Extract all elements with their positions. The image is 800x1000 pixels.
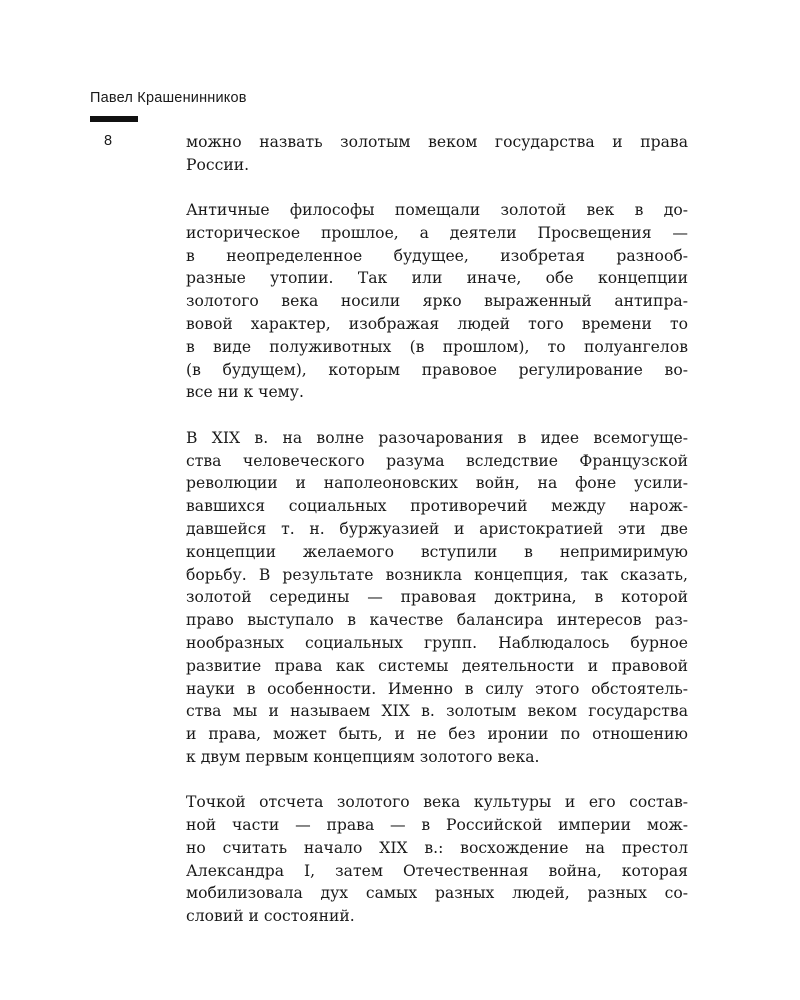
text-line: в виде полуживотных (в прошлом), то полуангелов [186, 337, 688, 356]
text-line: и права, может быть, и не без иронии по отношению [186, 725, 688, 744]
text-line: право выступало в качестве балансира интересов раз- [186, 611, 688, 630]
text-line: развитие права как системы деятельности и правовой [186, 656, 688, 675]
header-rule [90, 116, 138, 122]
paragraph [186, 427, 688, 769]
text-line: давшейся т. н. буржуазией и аристократией эти две [186, 519, 688, 538]
text-line: разные утопии. Так или иначе, обе концепции [186, 269, 688, 288]
text-line: словий и состояний. [186, 907, 355, 926]
text-line: историческое прошлое, а деятели Просвещения — [186, 223, 688, 242]
text-line: но считать начало XIX в.: восхождение на престол [186, 838, 688, 857]
text-line: России. [186, 155, 250, 174]
body-text [186, 131, 688, 951]
text-line: золотого века носили ярко выраженный антипра- [186, 292, 688, 311]
text-line: науки в особенности. Именно в силу этого обстоятель- [186, 679, 688, 698]
text-line: нообразных социальных групп. Наблюдалось бурное [186, 633, 688, 652]
text-line: (в будущем), которым правовое регулирование во- [186, 360, 688, 379]
text-line: вавшихся социальных противоречий между нарож- [186, 497, 688, 516]
text-line: Александра I, затем Отечественная война, которая [186, 861, 688, 880]
text-line: концепции желаемого вступили в непримиримую [186, 542, 688, 561]
author-name: Павел Крашенинников [90, 90, 247, 106]
page-number: 8 [104, 133, 113, 149]
text-line: Точкой отсчета золотого века культуры и его состав- [186, 793, 688, 812]
text-line: в неопределенное будущее, изобретая разнооб- [186, 246, 688, 265]
paragraph [186, 131, 688, 177]
text-line: ной части — права — в Российской империи мож- [186, 816, 688, 835]
text-line: все ни к чему. [186, 383, 304, 402]
paragraph [186, 199, 688, 404]
text-line: мобилизовала дух самых разных людей, разных со- [186, 884, 688, 903]
text-line: ства человеческого разума вследствие Французской [186, 451, 688, 470]
text-line: вовой характер, изображая людей того времени то [186, 315, 688, 334]
text-line: революции и наполеоновских войн, на фоне усили- [186, 474, 688, 493]
text-line: можно назвать золотым веком государства и права [186, 133, 688, 151]
text-line: В XIX в. на волне разочарования в идее всемогуще- [186, 428, 688, 447]
text-line: Античные философы помещали золотой век в до- [186, 201, 688, 220]
paragraph [186, 791, 688, 928]
text-line: золотой середины — правовая доктрина, в которой [186, 588, 688, 607]
text-line: ства мы и называем XIX в. золотым веком государства [186, 702, 688, 721]
text-line: борьбу. В результате возникла концепция, так сказать, [186, 565, 688, 584]
text-line: к двум первым концепциям золотого века. [186, 747, 540, 766]
